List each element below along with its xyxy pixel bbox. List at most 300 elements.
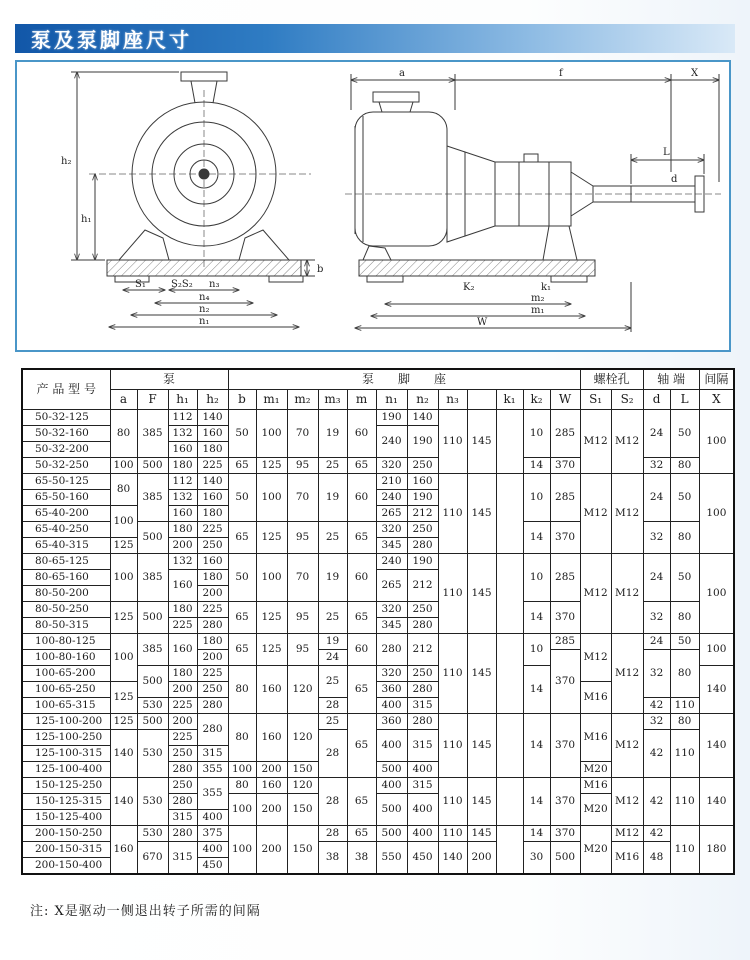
data-cell: 125-100-315 xyxy=(22,746,110,762)
data-cell: 100 xyxy=(110,554,137,602)
header-cell: k₂ xyxy=(523,390,550,410)
data-cell: 110 xyxy=(670,826,699,875)
data-cell: 30 xyxy=(523,842,550,875)
data-cell: 132 xyxy=(168,490,197,506)
header-cell: 泵 脚 座 xyxy=(228,369,580,390)
data-cell: 50 xyxy=(228,410,256,458)
data-cell: 200 xyxy=(168,538,197,554)
data-cell: 42 xyxy=(643,730,670,778)
data-cell: 125 xyxy=(256,602,287,634)
header-cell: X xyxy=(699,390,734,410)
header-cell: a xyxy=(110,390,137,410)
data-cell: 50-32-250 xyxy=(22,458,110,474)
data-cell: 65 xyxy=(347,826,376,842)
data-cell: 28 xyxy=(318,730,347,778)
data-cell: 400 xyxy=(197,810,228,826)
header-cell: 间隔 xyxy=(699,369,734,390)
data-cell: 160 xyxy=(197,426,228,442)
data-cell: 450 xyxy=(197,858,228,875)
data-cell: 500 xyxy=(137,666,168,698)
data-cell: 150-125-400 xyxy=(22,810,110,826)
data-cell: 370 xyxy=(550,602,580,634)
data-cell: 180 xyxy=(197,506,228,522)
data-cell: 38 xyxy=(318,842,347,875)
data-cell: M12 xyxy=(611,554,643,634)
data-cell: 150-125-250 xyxy=(22,778,110,794)
header-cell: 泵 xyxy=(110,369,228,390)
pump-front-view xyxy=(71,72,315,327)
data-cell: 100 xyxy=(256,554,287,602)
data-cell: 200 xyxy=(256,794,287,826)
data-cell: 180 xyxy=(168,666,197,682)
data-cell: 65-50-160 xyxy=(22,490,110,506)
data-cell: 280 xyxy=(376,634,407,666)
data-cell: 100 xyxy=(228,826,256,875)
data-cell: 65-50-125 xyxy=(22,474,110,490)
data-cell: 60 xyxy=(347,634,376,666)
data-cell: 160 xyxy=(256,714,287,762)
dim-label-h1: h₁ xyxy=(81,214,92,225)
data-cell: 400 xyxy=(197,842,228,858)
data-cell: 80-50-200 xyxy=(22,586,110,602)
data-cell: 385 xyxy=(137,474,168,522)
header-cell: W xyxy=(550,390,580,410)
data-cell: 190 xyxy=(407,554,438,570)
data-cell: 160 xyxy=(256,778,287,794)
data-cell: 14 xyxy=(523,522,550,554)
data-cell: M20 xyxy=(580,794,611,826)
data-cell: 212 xyxy=(407,506,438,522)
pump-drawing-panel xyxy=(15,60,731,352)
data-cell: 32 xyxy=(643,602,670,634)
data-cell: 110 xyxy=(670,730,699,778)
data-cell: 370 xyxy=(550,714,580,778)
table-row xyxy=(22,369,734,390)
data-cell: 125 xyxy=(110,538,137,554)
table-row xyxy=(22,390,734,410)
data-cell: 120 xyxy=(287,778,318,794)
data-cell: 60 xyxy=(347,554,376,602)
data-cell: 150 xyxy=(287,762,318,778)
data-cell: 50-32-160 xyxy=(22,426,110,442)
data-cell: 280 xyxy=(197,714,228,746)
data-cell: 120 xyxy=(287,714,318,762)
header-cell: m₂ xyxy=(287,390,318,410)
dim-label-f: f xyxy=(559,68,563,79)
data-cell: 200-150-315 xyxy=(22,842,110,858)
data-cell: 265 xyxy=(376,570,407,602)
data-cell: 200 xyxy=(197,650,228,666)
data-cell: 24 xyxy=(318,650,347,666)
data-cell: 100 xyxy=(256,474,287,522)
data-cell: 500 xyxy=(376,762,407,778)
data-cell: 65 xyxy=(347,778,376,826)
data-cell: 250 xyxy=(197,538,228,554)
dim-label-d: d xyxy=(671,174,678,185)
data-cell: 530 xyxy=(137,826,168,842)
data-cell: 320 xyxy=(376,666,407,682)
data-cell xyxy=(496,778,523,826)
data-cell: 370 xyxy=(550,650,580,714)
data-cell: 25 xyxy=(318,522,347,554)
data-cell: M12 xyxy=(611,474,643,554)
data-cell: 355 xyxy=(197,778,228,810)
data-cell: 140 xyxy=(197,474,228,490)
table-row xyxy=(22,778,734,794)
data-cell: 24 xyxy=(643,474,670,522)
dim-label-n2: n₂ xyxy=(199,304,210,315)
data-cell: 315 xyxy=(407,730,438,762)
dim-label-s1: S₁ xyxy=(135,279,146,290)
data-cell: 500 xyxy=(550,842,580,875)
data-cell: 38 xyxy=(347,842,376,875)
dim-label-s2: S₂S₂ xyxy=(171,279,193,290)
data-cell: 160 xyxy=(168,570,197,602)
data-cell: 125 xyxy=(256,634,287,666)
data-cell: 110 xyxy=(438,554,467,634)
data-cell: 100 xyxy=(110,506,137,538)
data-cell: 80 xyxy=(228,714,256,762)
data-cell: 280 xyxy=(168,826,197,842)
data-cell: 180 xyxy=(168,522,197,538)
header-cell: S₁ xyxy=(580,390,611,410)
data-cell: 100-65-250 xyxy=(22,682,110,698)
data-cell: 100 xyxy=(228,794,256,826)
data-cell: 500 xyxy=(137,458,168,474)
data-cell: M12 xyxy=(580,554,611,634)
data-cell: 10 xyxy=(523,474,550,522)
data-cell: 132 xyxy=(168,426,197,442)
data-cell: 280 xyxy=(407,618,438,634)
data-cell: 250 xyxy=(407,522,438,538)
header-cell xyxy=(467,390,496,410)
data-cell: 200 xyxy=(256,826,287,875)
table-row xyxy=(22,554,734,570)
data-cell: 250 xyxy=(407,458,438,474)
data-cell: 145 xyxy=(467,554,496,634)
data-cell: 160 xyxy=(110,826,137,875)
data-cell: 100 xyxy=(699,474,734,554)
data-cell: 125 xyxy=(256,458,287,474)
data-cell: M16 xyxy=(611,842,643,875)
data-cell: 65 xyxy=(347,666,376,714)
data-cell: M12 xyxy=(611,826,643,842)
data-cell: 100 xyxy=(228,762,256,778)
data-cell: 110 xyxy=(438,778,467,826)
data-cell: 65-40-250 xyxy=(22,522,110,538)
table-row xyxy=(22,410,734,426)
data-cell: 200 xyxy=(168,682,197,698)
data-cell: 100-65-315 xyxy=(22,698,110,714)
data-cell xyxy=(496,410,523,474)
data-cell: 315 xyxy=(168,842,197,875)
data-cell: M16 xyxy=(580,682,611,714)
data-cell: 190 xyxy=(407,426,438,458)
header-cell: L xyxy=(670,390,699,410)
data-cell: 240 xyxy=(376,554,407,570)
data-cell: 370 xyxy=(550,458,580,474)
dim-label-m1: m₁ xyxy=(531,305,545,316)
data-cell: 95 xyxy=(287,458,318,474)
data-cell: 200-150-250 xyxy=(22,826,110,842)
data-cell: 14 xyxy=(523,602,550,634)
data-cell: 125-100-400 xyxy=(22,762,110,778)
data-cell: 80 xyxy=(670,650,699,698)
data-cell: 65 xyxy=(228,522,256,554)
data-cell: 315 xyxy=(197,746,228,762)
data-cell: 500 xyxy=(137,602,168,634)
data-cell: 400 xyxy=(376,698,407,714)
data-cell: M12 xyxy=(611,634,643,714)
data-cell: 280 xyxy=(407,538,438,554)
data-cell: 25 xyxy=(318,458,347,474)
data-cell: 190 xyxy=(407,490,438,506)
footnote: 注: X是驱动一侧退出转子所需的间隔 xyxy=(30,904,261,919)
data-cell: 140 xyxy=(699,714,734,778)
data-cell: 80 xyxy=(670,458,699,474)
data-cell: 65 xyxy=(228,634,256,666)
data-cell: 65 xyxy=(228,602,256,634)
data-cell: 25 xyxy=(318,602,347,634)
data-cell: 145 xyxy=(467,474,496,554)
data-cell: 80 xyxy=(110,474,137,506)
header-cell: h₁ xyxy=(168,390,197,410)
data-cell: 80 xyxy=(670,602,699,634)
data-cell: 212 xyxy=(407,634,438,666)
data-cell: 80-50-250 xyxy=(22,602,110,618)
data-cell: 110 xyxy=(438,474,467,554)
data-cell: 150 xyxy=(287,794,318,826)
data-cell: 19 xyxy=(318,474,347,522)
header-cell: n₃ xyxy=(438,390,467,410)
data-cell: 285 xyxy=(550,554,580,602)
data-cell: 355 xyxy=(197,762,228,778)
data-cell: 125 xyxy=(110,602,137,634)
data-cell: 50-32-125 xyxy=(22,410,110,426)
data-cell: 100 xyxy=(110,634,137,682)
spec-table xyxy=(21,368,735,875)
data-cell: 65 xyxy=(347,522,376,554)
data-cell: 212 xyxy=(407,570,438,602)
data-cell: 145 xyxy=(467,826,496,842)
header-cell: d xyxy=(643,390,670,410)
data-cell: 110 xyxy=(670,778,699,826)
header-cell: n₁ xyxy=(376,390,407,410)
data-cell: 280 xyxy=(197,698,228,714)
data-cell: 50 xyxy=(670,474,699,522)
data-cell: 42 xyxy=(643,826,670,842)
data-cell: 180 xyxy=(197,442,228,458)
data-cell: 225 xyxy=(168,698,197,714)
data-cell: 100 xyxy=(256,410,287,458)
data-cell: 32 xyxy=(643,714,670,730)
data-cell: 180 xyxy=(197,634,228,650)
data-cell: 285 xyxy=(550,410,580,458)
data-cell: 530 xyxy=(137,730,168,778)
data-cell: 70 xyxy=(287,554,318,602)
data-cell: 70 xyxy=(287,410,318,458)
data-cell: 385 xyxy=(137,410,168,458)
data-cell: 145 xyxy=(467,778,496,826)
data-cell: 500 xyxy=(376,794,407,826)
data-cell: 225 xyxy=(197,522,228,538)
data-cell: 250 xyxy=(407,602,438,618)
data-cell: 145 xyxy=(467,410,496,474)
spec-table-section xyxy=(21,368,735,875)
data-cell: 120 xyxy=(287,666,318,714)
header-cell: 产 品 型 号 xyxy=(22,369,110,410)
dim-label-n4: n₄ xyxy=(199,292,210,303)
data-cell: 140 xyxy=(110,778,137,826)
data-cell: 250 xyxy=(197,682,228,698)
data-cell: 50 xyxy=(228,474,256,522)
data-cell: 190 xyxy=(376,410,407,426)
page-title: 泵及泵脚座尺寸 xyxy=(31,28,192,52)
data-cell: 140 xyxy=(438,842,467,875)
data-cell: 225 xyxy=(197,602,228,618)
data-cell: 65-40-315 xyxy=(22,538,110,554)
data-cell: 400 xyxy=(376,730,407,762)
data-cell: 550 xyxy=(376,842,407,875)
data-cell: 65 xyxy=(347,714,376,778)
data-cell: 14 xyxy=(523,778,550,826)
data-cell: 200 xyxy=(467,842,496,875)
data-cell: 385 xyxy=(137,634,168,666)
data-cell: 110 xyxy=(438,714,467,778)
data-cell: M20 xyxy=(580,826,611,875)
data-cell: 125 xyxy=(256,522,287,554)
data-cell: 160 xyxy=(197,554,228,570)
dim-label-k2: K₂ xyxy=(463,282,475,293)
data-cell: 32 xyxy=(643,458,670,474)
data-cell: 10 xyxy=(523,634,550,666)
data-cell: 14 xyxy=(523,666,550,714)
data-cell: 345 xyxy=(376,538,407,554)
data-cell xyxy=(496,714,523,778)
data-cell: 265 xyxy=(376,506,407,522)
data-cell: M12 xyxy=(611,410,643,474)
data-cell: 70 xyxy=(287,474,318,522)
data-cell: 450 xyxy=(407,842,438,875)
data-cell: 670 xyxy=(137,842,168,875)
data-cell: 200 xyxy=(168,714,197,730)
data-cell: 180 xyxy=(168,458,197,474)
data-cell: 160 xyxy=(256,666,287,714)
data-cell: 160 xyxy=(168,442,197,458)
data-cell: 14 xyxy=(523,458,550,474)
data-cell: 100 xyxy=(699,634,734,666)
data-cell: M12 xyxy=(580,634,611,682)
dim-label-m2: m₂ xyxy=(531,293,545,304)
dim-label-b: b xyxy=(317,264,324,275)
data-cell: 112 xyxy=(168,410,197,426)
data-cell: 250 xyxy=(168,778,197,794)
data-cell: 280 xyxy=(407,682,438,698)
data-cell: 65 xyxy=(347,458,376,474)
data-cell: 140 xyxy=(110,730,137,778)
data-cell: 285 xyxy=(550,634,580,650)
data-cell: 160 xyxy=(197,490,228,506)
data-cell: 132 xyxy=(168,554,197,570)
data-cell: 24 xyxy=(643,634,670,650)
data-cell: 225 xyxy=(197,458,228,474)
data-cell: 32 xyxy=(643,522,670,554)
data-cell: M16 xyxy=(580,714,611,762)
data-cell: 145 xyxy=(467,714,496,778)
data-cell: 19 xyxy=(318,634,347,650)
data-cell: 285 xyxy=(550,474,580,522)
data-cell: 100 xyxy=(699,554,734,634)
data-cell: 400 xyxy=(376,778,407,794)
dim-label-a: a xyxy=(399,68,405,79)
data-cell: 280 xyxy=(407,714,438,730)
header-cell: F xyxy=(137,390,168,410)
data-cell: 225 xyxy=(168,618,197,634)
spec-table-body xyxy=(22,410,734,875)
data-cell: 50 xyxy=(670,554,699,602)
data-cell: M12 xyxy=(611,714,643,778)
header-cell: h₂ xyxy=(197,390,228,410)
data-cell: 125 xyxy=(110,714,137,730)
data-cell: 100 xyxy=(699,410,734,474)
title-bar xyxy=(15,24,735,53)
data-cell: 100 xyxy=(110,458,137,474)
header-cell: 轴 端 xyxy=(643,369,699,390)
data-cell: 80 xyxy=(228,666,256,714)
data-cell: 500 xyxy=(137,714,168,730)
table-row xyxy=(22,474,734,490)
data-cell: 160 xyxy=(407,474,438,490)
spec-table-head xyxy=(22,369,734,410)
data-cell: M20 xyxy=(580,762,611,778)
data-cell: 225 xyxy=(197,666,228,682)
data-cell: 320 xyxy=(376,458,407,474)
table-row xyxy=(22,826,734,842)
header-cell: S₂ xyxy=(611,390,643,410)
data-cell: 280 xyxy=(168,762,197,778)
data-cell: 500 xyxy=(376,826,407,842)
data-cell: 80-65-125 xyxy=(22,554,110,570)
data-cell: 65 xyxy=(228,458,256,474)
data-cell: 530 xyxy=(137,778,168,826)
data-cell: 50 xyxy=(670,410,699,458)
data-cell: 125-100-200 xyxy=(22,714,110,730)
data-cell: 320 xyxy=(376,522,407,538)
data-cell: 315 xyxy=(407,698,438,714)
data-cell: 200-150-400 xyxy=(22,858,110,875)
data-cell: M12 xyxy=(580,474,611,554)
data-cell: 110 xyxy=(438,410,467,474)
data-cell: 50 xyxy=(228,554,256,602)
data-cell: 400 xyxy=(407,762,438,778)
data-cell: 14 xyxy=(523,714,550,778)
data-cell: 375 xyxy=(197,826,228,842)
data-cell: 240 xyxy=(376,490,407,506)
data-cell: 400 xyxy=(407,794,438,826)
data-cell: 14 xyxy=(523,826,550,842)
data-cell: 370 xyxy=(550,778,580,826)
data-cell: 10 xyxy=(523,410,550,458)
data-cell: 19 xyxy=(318,554,347,602)
data-cell: 80 xyxy=(228,778,256,794)
data-cell: 180 xyxy=(699,826,734,875)
data-cell: 28 xyxy=(318,698,347,714)
header-cell: m₃ xyxy=(318,390,347,410)
data-cell: 80 xyxy=(670,714,699,730)
data-cell: 42 xyxy=(643,698,670,714)
pump-technical-drawing xyxy=(19,64,727,346)
data-cell: 80 xyxy=(670,522,699,554)
